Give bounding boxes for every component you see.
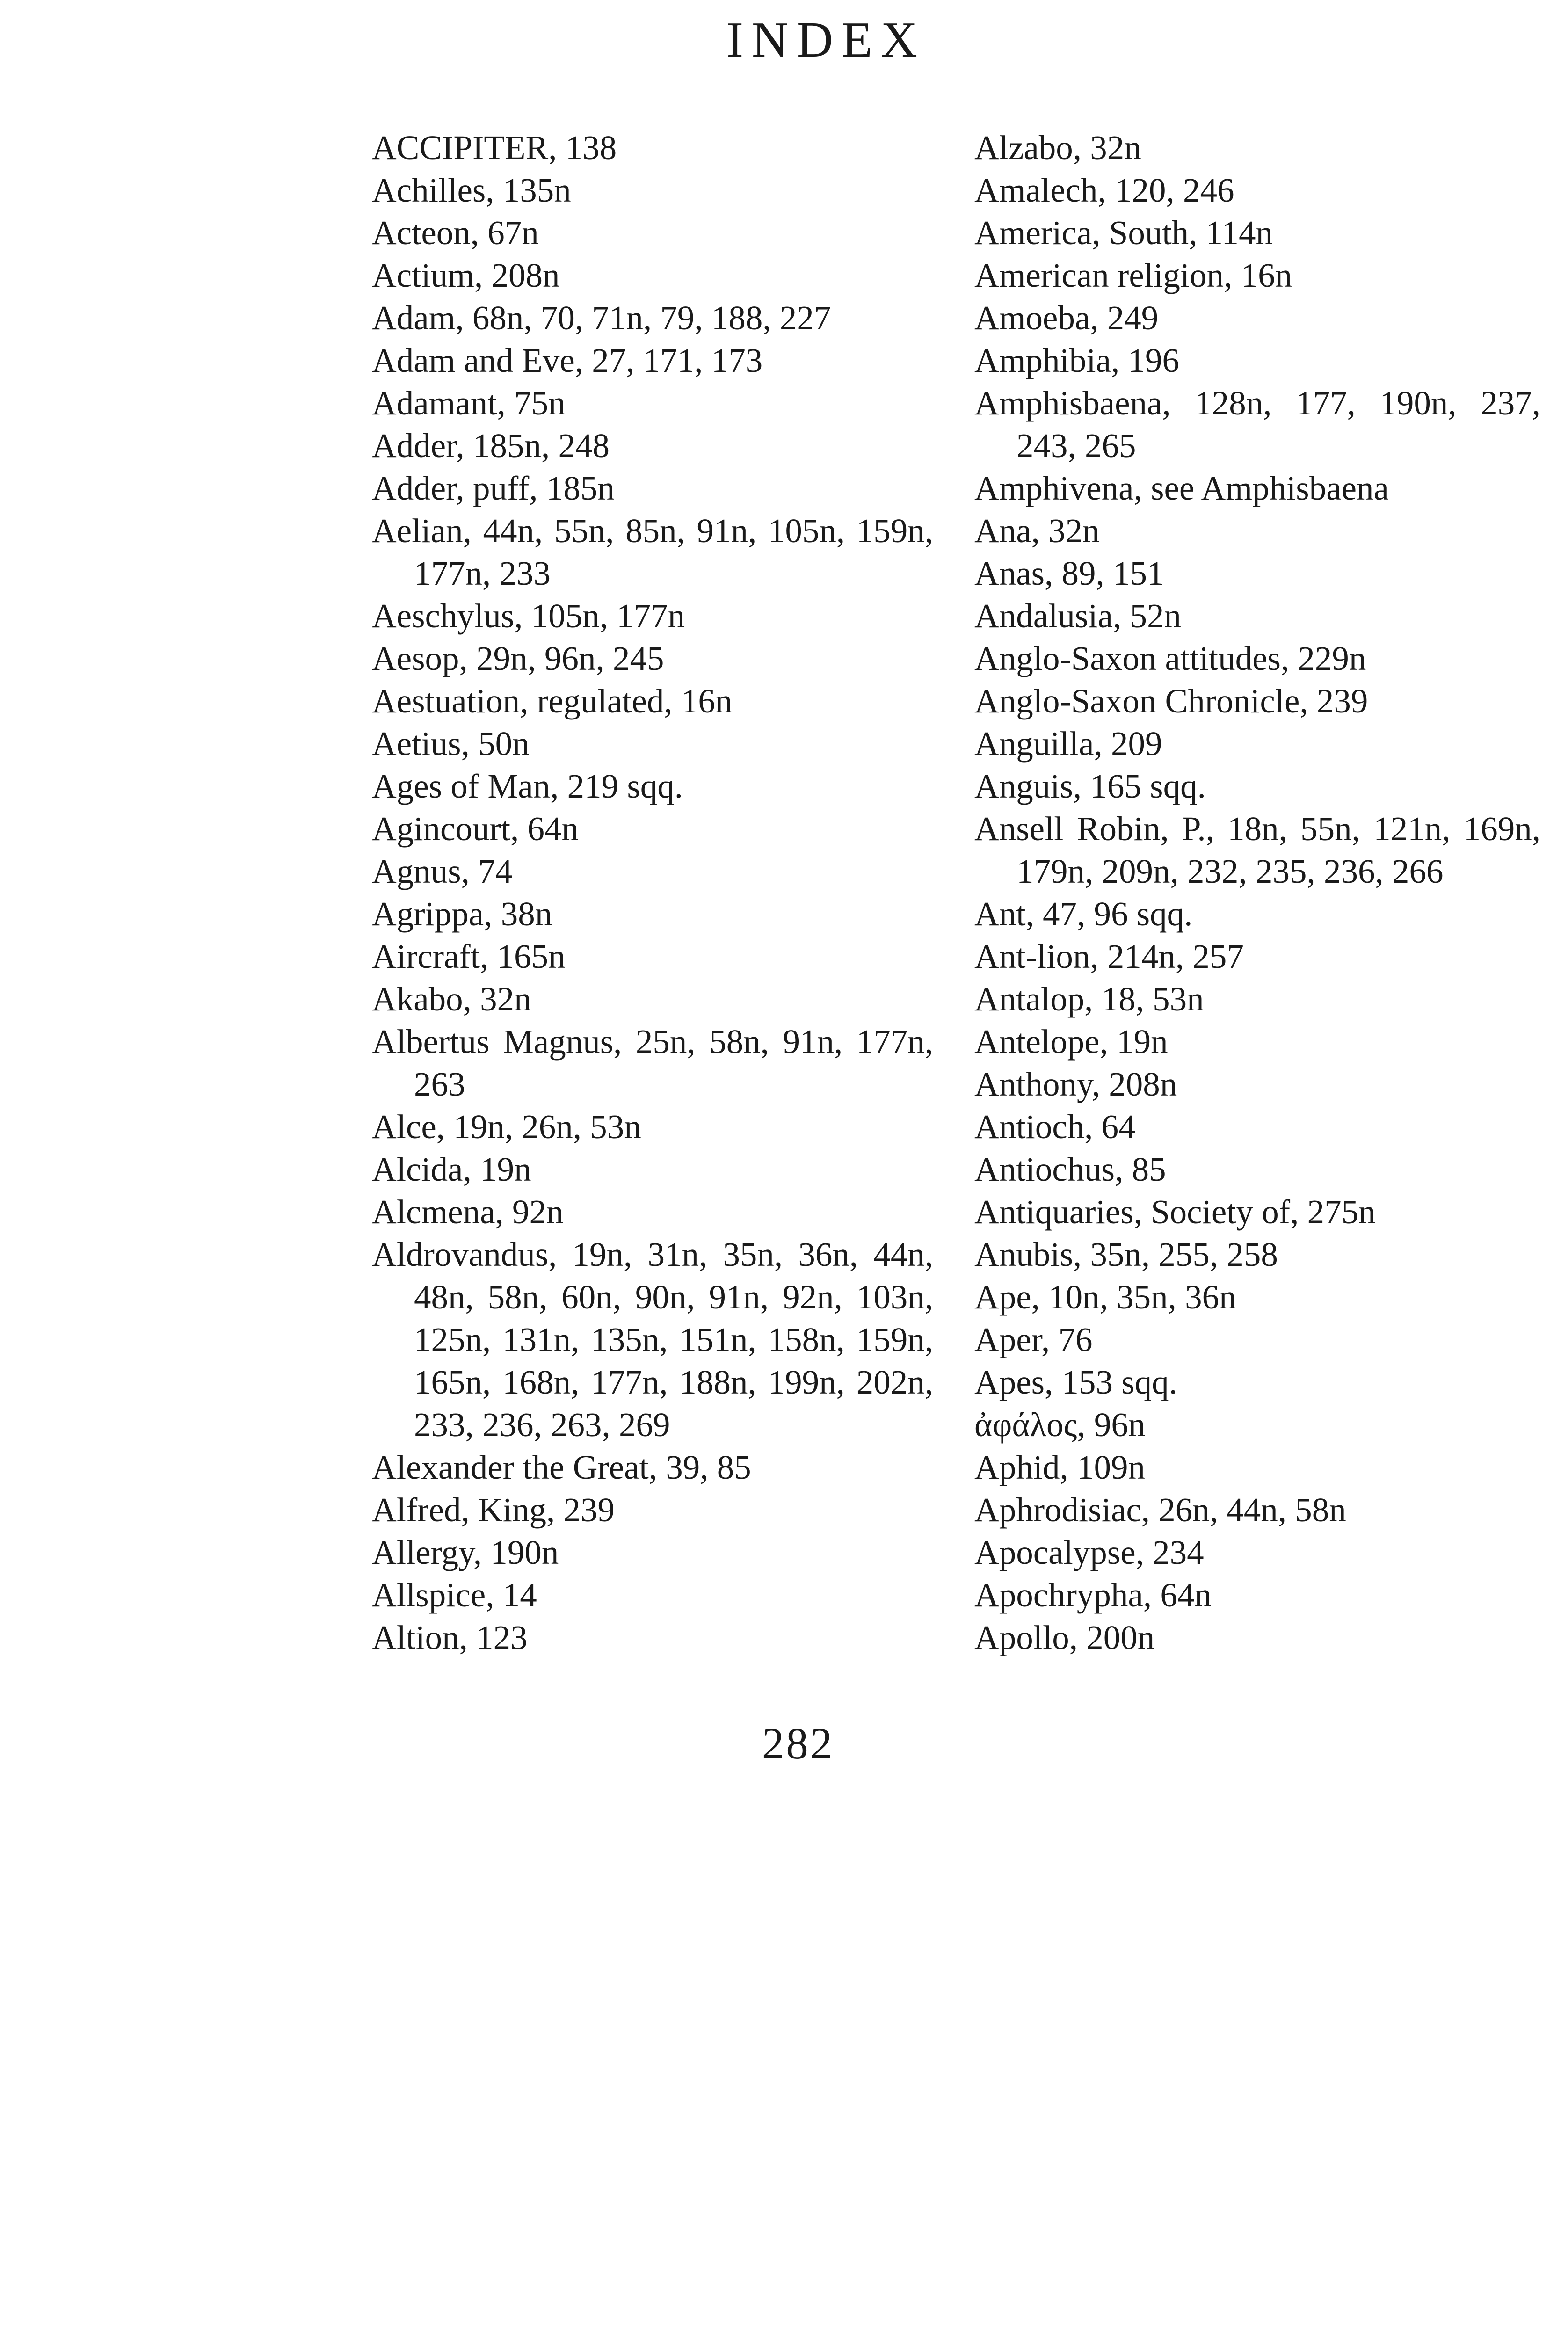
index-entry: Aeschylus, 105n, 177n bbox=[372, 597, 685, 635]
index-entry: Ant-lion, 214n, 257 bbox=[974, 937, 1244, 975]
index-entry: Amphivena, see Amphisbaena bbox=[974, 469, 1389, 507]
index-entry: Amoeba, 249 bbox=[974, 299, 1159, 337]
index-entry: Altion, 123 bbox=[372, 1619, 528, 1656]
index-entry: Aestuation, regulated, 16n bbox=[372, 682, 733, 720]
index-entry: Agrippa, 38n bbox=[372, 895, 552, 933]
index-entry: Anglo-Saxon attitudes, 229n bbox=[974, 639, 1366, 677]
index-entry: Antelope, 19n bbox=[974, 1023, 1168, 1061]
index-entry: Adder, puff, 185n bbox=[372, 469, 615, 507]
index-entry: Allergy, 190n bbox=[372, 1533, 559, 1571]
index-entry: ἀφάλος, 96n bbox=[974, 1406, 1146, 1444]
index-entry: Aircraft, 165n bbox=[372, 937, 566, 975]
index-entry: Alexander the Great, 39, 85 bbox=[372, 1448, 751, 1486]
index-entry: Apochrypha, 64n bbox=[974, 1576, 1212, 1614]
index-entry: Ape, 10n, 35n, 36n bbox=[974, 1278, 1236, 1316]
index-entry: Aelian, 44n, 55n, 85n, 91n, 105n, 159n, 177n, 233 bbox=[372, 512, 933, 592]
index-entry: Antiochus, 85 bbox=[974, 1150, 1166, 1188]
index-entry: Aper, 76 bbox=[974, 1321, 1093, 1358]
index-entry: Agincourt, 64n bbox=[372, 810, 579, 848]
index-entry: Aldrovandus, 19n, 31n, 35n, 36n, 44n, 48n, 58n, 60n, 90n, 91n, 92n, 103n, 125n, 131n, 135n, 151n, 158n, 159n, 165n, 168n, 177n, 188n, 199n, 202n, 233, 236, 263, 269 bbox=[372, 1235, 933, 1444]
index-entry: Alce, 19n, 26n, 53n bbox=[372, 1108, 641, 1146]
page-number: 282 bbox=[762, 1719, 835, 1768]
index-entry: Anthony, 208n bbox=[974, 1065, 1177, 1103]
index-entry: Aesop, 29n, 96n, 245 bbox=[372, 639, 664, 677]
index-entry: Apes, 153 sqq. bbox=[974, 1363, 1177, 1401]
index-entry: Anguis, 165 sqq. bbox=[974, 767, 1206, 805]
index-entry: Amphisbaena, 128n, 177, 190n, 237, 243, 265 bbox=[974, 384, 1540, 465]
index-entry: Aphrodisiac, 26n, 44n, 58n bbox=[974, 1491, 1346, 1529]
index-entry: Ant, 47, 96 sqq. bbox=[974, 895, 1193, 933]
index-entry: Adder, 185n, 248 bbox=[372, 427, 610, 465]
index-entry: ACCIPITER, 138 bbox=[372, 129, 617, 167]
index-entry: Apollo, 200n bbox=[974, 1619, 1155, 1656]
index-entry: Agnus, 74 bbox=[372, 852, 513, 890]
index-entry: Akabo, 32n bbox=[372, 980, 531, 1018]
index-entry: Actium, 208n bbox=[372, 256, 560, 294]
index-entry: Achilles, 135n bbox=[372, 171, 571, 209]
index-entry: Antiquaries, Society of, 275n bbox=[974, 1193, 1376, 1231]
index-entry: Ansell Robin, P., 18n, 55n, 121n, 169n, 179n, 209n, 232, 235, 236, 266 bbox=[974, 810, 1540, 890]
index-entry: Ages of Man, 219 sqq. bbox=[372, 767, 683, 805]
index-column-left bbox=[372, 126, 933, 1659]
index-entry: Anas, 89, 151 bbox=[974, 554, 1164, 592]
index-entry: Amphibia, 196 bbox=[974, 341, 1179, 379]
index-entry: American religion, 16n bbox=[974, 256, 1292, 294]
page-title: INDEX bbox=[726, 12, 926, 68]
index-entry: Alfred, King, 239 bbox=[372, 1491, 615, 1529]
index-entry: Alzabo, 32n bbox=[974, 129, 1141, 167]
index-entry: Apocalypse, 234 bbox=[974, 1533, 1204, 1571]
index-entry: Anglo-Saxon Chronicle, 239 bbox=[974, 682, 1368, 720]
index-entry: Ana, 32n bbox=[974, 512, 1100, 550]
index-column-right bbox=[974, 126, 1540, 1659]
index-entry: Adam, 68n, 70, 71n, 79, 188, 227 bbox=[372, 299, 831, 337]
index-entry: Andalusia, 52n bbox=[974, 597, 1181, 635]
index-entry: Antioch, 64 bbox=[974, 1108, 1136, 1146]
index-entry: Acteon, 67n bbox=[372, 214, 539, 252]
index-entry: Adamant, 75n bbox=[372, 384, 566, 422]
index-entry: Allspice, 14 bbox=[372, 1576, 537, 1614]
index-entry: Anubis, 35n, 255, 258 bbox=[974, 1235, 1278, 1273]
index-entry: Amalech, 120, 246 bbox=[974, 171, 1234, 209]
index-entry: Alcmena, 92n bbox=[372, 1193, 564, 1231]
index-entry: Aphid, 109n bbox=[974, 1448, 1145, 1486]
index-entry: Antalop, 18, 53n bbox=[974, 980, 1204, 1018]
index-entry: Anguilla, 209 bbox=[974, 725, 1162, 763]
index-entry: Aetius, 50n bbox=[372, 725, 530, 763]
index-entry: Alcida, 19n bbox=[372, 1150, 531, 1188]
index-entry: Adam and Eve, 27, 171, 173 bbox=[372, 341, 763, 379]
index-entry: America, South, 114n bbox=[974, 214, 1273, 252]
index-entry: Albertus Magnus, 25n, 58n, 91n, 177n, 263 bbox=[372, 1023, 933, 1103]
